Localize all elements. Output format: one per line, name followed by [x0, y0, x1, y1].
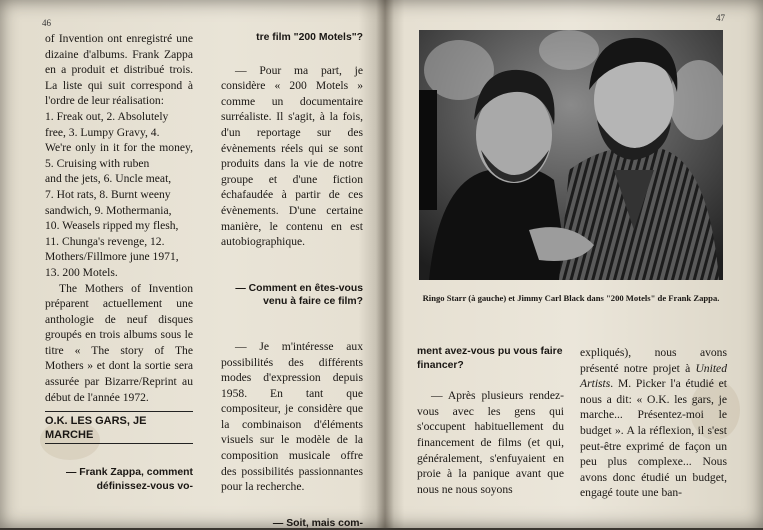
interview-question: — Frank Zappa, comment définissez-vous vo- [65, 467, 193, 492]
album-list-line: Mothers/Fillmore june 1971, [45, 250, 179, 264]
interview-question: — Comment en êtes-vous venu à faire ce film? [235, 282, 363, 308]
right-column-2 [580, 345, 727, 501]
paragraph-answer: — Après plusieurs rendez-vous avec les gens qui s'occupent habituellement du financement de films (et qui, généralement, s'enfuyaient en proie à la panique avant que nous ne nous soyons [417, 389, 564, 496]
album-list-line: and the jets, 6. Uncle meat, [45, 172, 172, 186]
album-list-line: 13. 200 Motels. [45, 265, 118, 279]
album-list-line: free, 3. Lumpy Gravy, 4. [45, 125, 160, 139]
section-rule [45, 411, 193, 412]
album-list-line: sandwich, 9. Mothermania, [45, 203, 172, 217]
section-rule [45, 443, 193, 444]
book-gutter [376, 0, 394, 528]
page-number-right: 47 [716, 13, 725, 23]
album-list-line: 10. Weasels ripped my flesh, [45, 219, 179, 233]
photo-image [419, 30, 723, 280]
photo-caption: Ringo Starr (à gauche) et Jimmy Carl Black dans "200 Motels" de Frank Zappa. [422, 293, 720, 303]
left-column-2 [221, 31, 363, 530]
left-column-1 [45, 31, 193, 405]
answer-text: expliqués), nous avons présenté notre projet à [580, 346, 727, 375]
interview-question: ment avez-vous pu vous faire financer? [417, 346, 563, 371]
album-list-line: We're only in it for the money, 5. Cruising with ruben [45, 141, 193, 170]
paragraph-answer: — Pour ma part, je considère « 200 Motels » comme un documentaire surréaliste. Il s'agit, à la fois, d'un reportage sur des évènements réels qui se sont produits dans la vie de notre groupe et d'une fiction échafaudée à partir de ces évènements. D'une certaine manière, le contenu en est autobiographique. [221, 63, 363, 249]
interview-question: tre film "200 Motels"? [256, 32, 363, 43]
paragraph-answer: — Je m'intéresse aux possibilités des différents modes d'expression depuis 1958. En tant que compositeur, je considère que la combinaison d'éléments visuels sur le modèle de la composition musicale offre des possibilités passionnantes pour la recherche. [221, 339, 363, 494]
album-list-line: 11. Chunga's revenge, 12. [45, 234, 165, 248]
section-heading: O.K. LES GARS, JE MARCHE [45, 415, 147, 441]
interview-question: — Soit, mais com- [272, 517, 363, 529]
paragraph-anthology: The Mothers of Invention préparent actuellement une anthologie de neuf disques groupés en trois albums sous le titre « The story of The Mothers » et dont la sortie sera assurée par Bizarre/Reprint au début de l'année 1972. [45, 281, 193, 404]
answer-text: . M. Picker l'a étudié et nous a dit: « O.K. les gars, je marche... Présentez-moi le budget ». A la réflexion, il s'est peut-être exprimé de façon un peu plus complexe... Nous avons donc étudié un budget, engagé toute une ban- [580, 377, 727, 500]
page-number-left: 46 [42, 18, 51, 28]
photo-ringo-starr-jimmy-carl-black [419, 30, 723, 280]
right-column-1 [417, 345, 564, 497]
paragraph-discography [45, 31, 193, 281]
studio-name: United Artists [580, 361, 727, 391]
album-list-line: 1. Freak out, 2. Absolutely [45, 109, 169, 123]
paragraph-answer [580, 345, 727, 501]
discography-intro: of Invention ont enregistré une dizaine d'albums. Frank Zappa en a produit et distribué trois. La liste qui suit correspond à l'ordre de leur réalisation: [45, 32, 193, 108]
album-list-line: 7. Hot rats, 8. Burnt weeny [45, 187, 171, 201]
